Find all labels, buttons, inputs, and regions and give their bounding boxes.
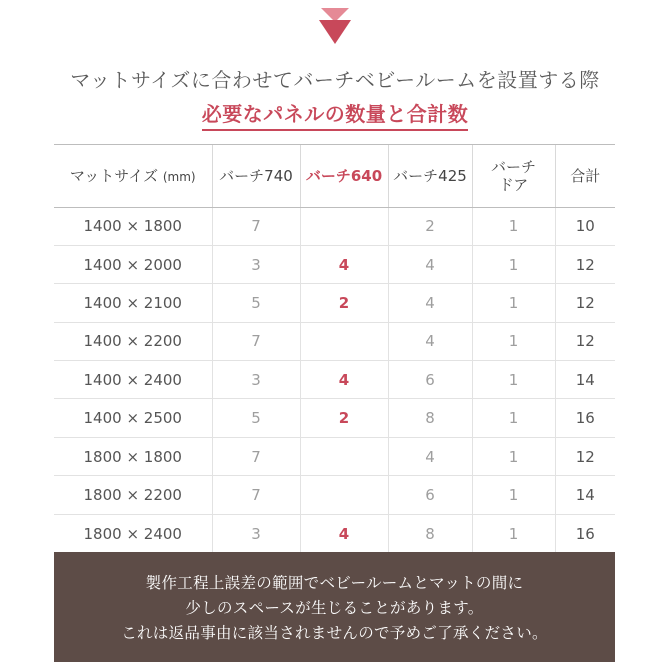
cell-total: 12 bbox=[555, 245, 615, 283]
cell-birch640 bbox=[300, 207, 388, 245]
table-row bbox=[54, 245, 615, 283]
cell-birch740: 7 bbox=[212, 207, 300, 245]
notice-line: 少しのスペースが生じることがあります。 bbox=[185, 599, 484, 617]
cell-birch425: 4 bbox=[388, 284, 472, 322]
cell-total: 12 bbox=[555, 322, 615, 360]
cell-birch425: 8 bbox=[388, 514, 472, 552]
cell-mat-size: 1800 × 2200 bbox=[54, 476, 212, 514]
table-row bbox=[54, 322, 615, 360]
table-row bbox=[54, 399, 615, 437]
cell-birch740: 3 bbox=[212, 245, 300, 283]
cell-birch425: 4 bbox=[388, 245, 472, 283]
header-total: 合計 bbox=[555, 145, 615, 207]
table-row bbox=[54, 284, 615, 322]
cell-birch-door: 1 bbox=[472, 207, 555, 245]
cell-birch-door: 1 bbox=[472, 514, 555, 552]
table-row bbox=[54, 476, 615, 514]
cell-birch-door: 1 bbox=[472, 437, 555, 475]
cell-mat-size: 1400 × 2000 bbox=[54, 245, 212, 283]
cell-birch425: 6 bbox=[388, 361, 472, 399]
header-birch640: バーチ640 bbox=[300, 145, 388, 207]
cell-birch740: 3 bbox=[212, 361, 300, 399]
cell-total: 14 bbox=[555, 361, 615, 399]
cell-birch740: 5 bbox=[212, 399, 300, 437]
cell-birch-door: 1 bbox=[472, 399, 555, 437]
cell-birch640: 4 bbox=[300, 245, 388, 283]
notice-banner bbox=[54, 552, 615, 662]
cell-total: 16 bbox=[555, 399, 615, 437]
cell-mat-size: 1400 × 2100 bbox=[54, 284, 212, 322]
cell-birch640 bbox=[300, 476, 388, 514]
cell-birch640: 2 bbox=[300, 284, 388, 322]
cell-birch740: 7 bbox=[212, 437, 300, 475]
cell-birch640 bbox=[300, 437, 388, 475]
cell-birch640: 4 bbox=[300, 514, 388, 552]
table-row bbox=[54, 207, 615, 245]
cell-birch640 bbox=[300, 322, 388, 360]
cell-birch425: 6 bbox=[388, 476, 472, 514]
cell-total: 12 bbox=[555, 437, 615, 475]
cell-total: 12 bbox=[555, 284, 615, 322]
cell-birch740: 5 bbox=[212, 284, 300, 322]
page-heading: マットサイズに合わせてバーチベビールームを設置する際 bbox=[70, 68, 600, 92]
header-birch-door: バーチ ドア bbox=[472, 145, 555, 207]
cell-birch740: 3 bbox=[212, 514, 300, 552]
table-header-row bbox=[54, 145, 615, 207]
cell-birch-door: 1 bbox=[472, 361, 555, 399]
header-birch740: バーチ740 bbox=[212, 145, 300, 207]
header-birch425: バーチ425 bbox=[388, 145, 472, 207]
table-row bbox=[54, 514, 615, 552]
table-row bbox=[54, 361, 615, 399]
cell-birch740: 7 bbox=[212, 476, 300, 514]
cell-birch425: 4 bbox=[388, 437, 472, 475]
header-mat-size: マットサイズ (mm) bbox=[54, 145, 212, 207]
cell-birch-door: 1 bbox=[472, 245, 555, 283]
cell-total: 14 bbox=[555, 476, 615, 514]
panel-quantity-table bbox=[54, 144, 615, 553]
cell-birch640: 2 bbox=[300, 399, 388, 437]
cell-birch425: 8 bbox=[388, 399, 472, 437]
cell-birch-door: 1 bbox=[472, 322, 555, 360]
table-row bbox=[54, 437, 615, 475]
cell-mat-size: 1400 × 1800 bbox=[83, 217, 182, 236]
cell-total: 10 bbox=[555, 207, 615, 245]
cell-birch425: 4 bbox=[388, 322, 472, 360]
cell-mat-size: 1400 × 2500 bbox=[54, 399, 212, 437]
cell-birch740: 7 bbox=[212, 322, 300, 360]
cell-birch640: 4 bbox=[300, 361, 388, 399]
notice-line: これは返品事由に該当されませんので予めご了承ください。 bbox=[121, 624, 548, 642]
cell-mat-size: 1800 × 2400 bbox=[54, 514, 212, 552]
cell-birch-door: 1 bbox=[472, 284, 555, 322]
cell-mat-size: 1400 × 2400 bbox=[54, 361, 212, 399]
notice-line: 製作工程上誤差の範囲でベビールームとマットの間に bbox=[145, 574, 524, 592]
double-down-arrow-icon bbox=[317, 6, 353, 46]
cell-total: 16 bbox=[555, 514, 615, 552]
cell-mat-size: 1400 × 2200 bbox=[54, 322, 212, 360]
page-subheading: 必要なパネルの数量と合計数 bbox=[202, 98, 469, 131]
cell-birch425: 2 bbox=[388, 207, 472, 245]
cell-mat-size: 1800 × 1800 bbox=[54, 437, 212, 475]
cell-birch-door: 1 bbox=[472, 476, 555, 514]
